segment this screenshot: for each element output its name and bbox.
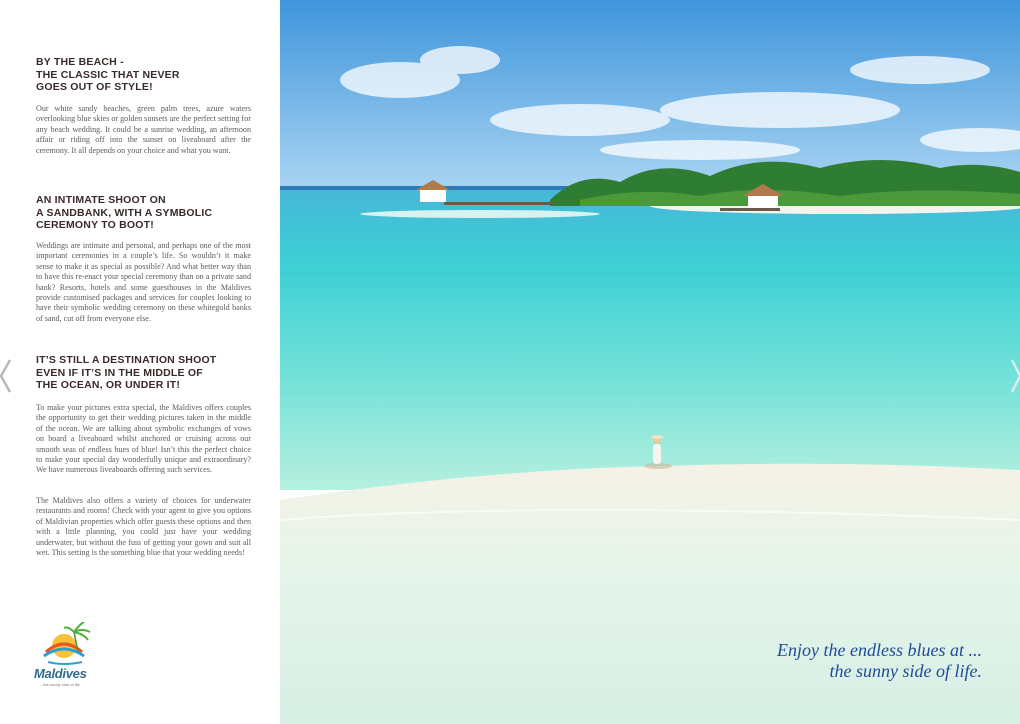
text-column xyxy=(0,0,280,724)
title-line: BY THE BEACH - xyxy=(36,56,124,68)
title-line: CEREMONY TO BOOT! xyxy=(36,219,154,231)
photo-caption xyxy=(777,640,982,682)
section-title-destination xyxy=(36,354,256,392)
title-line: THE OCEAN, OR UNDER IT! xyxy=(36,379,181,391)
section-body-underwater: The Maldives also offers a variety of choices for underwater restaurants and rooms! Check with your agent to give you options of Maldivian properties which offer guests these options and then with a little planning, you could just have your wedding underwater, but without the fuss of getting your gown and suit all wet. This setting is the something blue that your wedding needs! xyxy=(36,496,251,558)
sun-palm-logo-icon xyxy=(34,622,100,670)
title-line: THE CLASSIC THAT NEVER xyxy=(36,68,180,81)
section-title-beach xyxy=(36,56,256,94)
maldives-logo xyxy=(34,622,100,692)
chevron-left-icon[interactable] xyxy=(0,358,14,394)
chevron-right-icon[interactable] xyxy=(1010,358,1020,394)
title-line: A SANDBANK, WITH A SYMBOLIC xyxy=(36,206,213,219)
logo-text: Maldives xyxy=(34,666,87,681)
logo-tagline: ...the sunny side of life xyxy=(40,682,80,687)
title-line: IT’S STILL A DESTINATION SHOOT xyxy=(36,354,217,366)
caption-line: Enjoy the endless blues at ... xyxy=(777,640,982,660)
section-title-sandbank xyxy=(36,194,256,232)
caption-line: the sunny side of life. xyxy=(829,661,982,681)
title-line: EVEN IF IT’S IN THE MIDDLE OF xyxy=(36,366,203,379)
title-line: AN INTIMATE SHOOT ON xyxy=(36,194,166,206)
section-body-beach: Our white sandy beaches, green palm trees, azure waters overlooking blue skies or golden sunsets are the perfect setting for any beach wedding. It could be a sunrise wedding, an afternoon affair or riding off into the sunset on liveaboard after the ceremony. It all depends on your choice and what you want. xyxy=(36,104,251,155)
title-line: GOES OUT OF STYLE! xyxy=(36,81,153,93)
section-body-sandbank: Weddings are intimate and personal, and perhaps one of the most important ceremonies in a couple’s life. So wouldn’t it make sense to make it as special as possible? And what better way than to have this re-enact your special ceremony than on a private sand bank? Resorts, hotels and some guesthouses in the Maldives provide customised packages and services for couples looking to have their symbolic wedding ceremony on these whitegold banks of sand, cut off from everyone else. xyxy=(36,241,251,323)
lagoon-illustration xyxy=(280,0,1020,724)
section-body-destination: To make your pictures extra special, the Maldives offers couples the opportunity to get their wedding pictures taken in the middle of the ocean. We are talking about symbolic exchanges of vows on board a liveaboard whilst anchored or cruising across our smooth seas of endless hues of blue! Isn’t this the perfect choice to make your special day wonderfully unique and extraordinary? We have numerous liveaboards offering such services. xyxy=(36,403,251,475)
lagoon-photo xyxy=(280,0,1020,724)
